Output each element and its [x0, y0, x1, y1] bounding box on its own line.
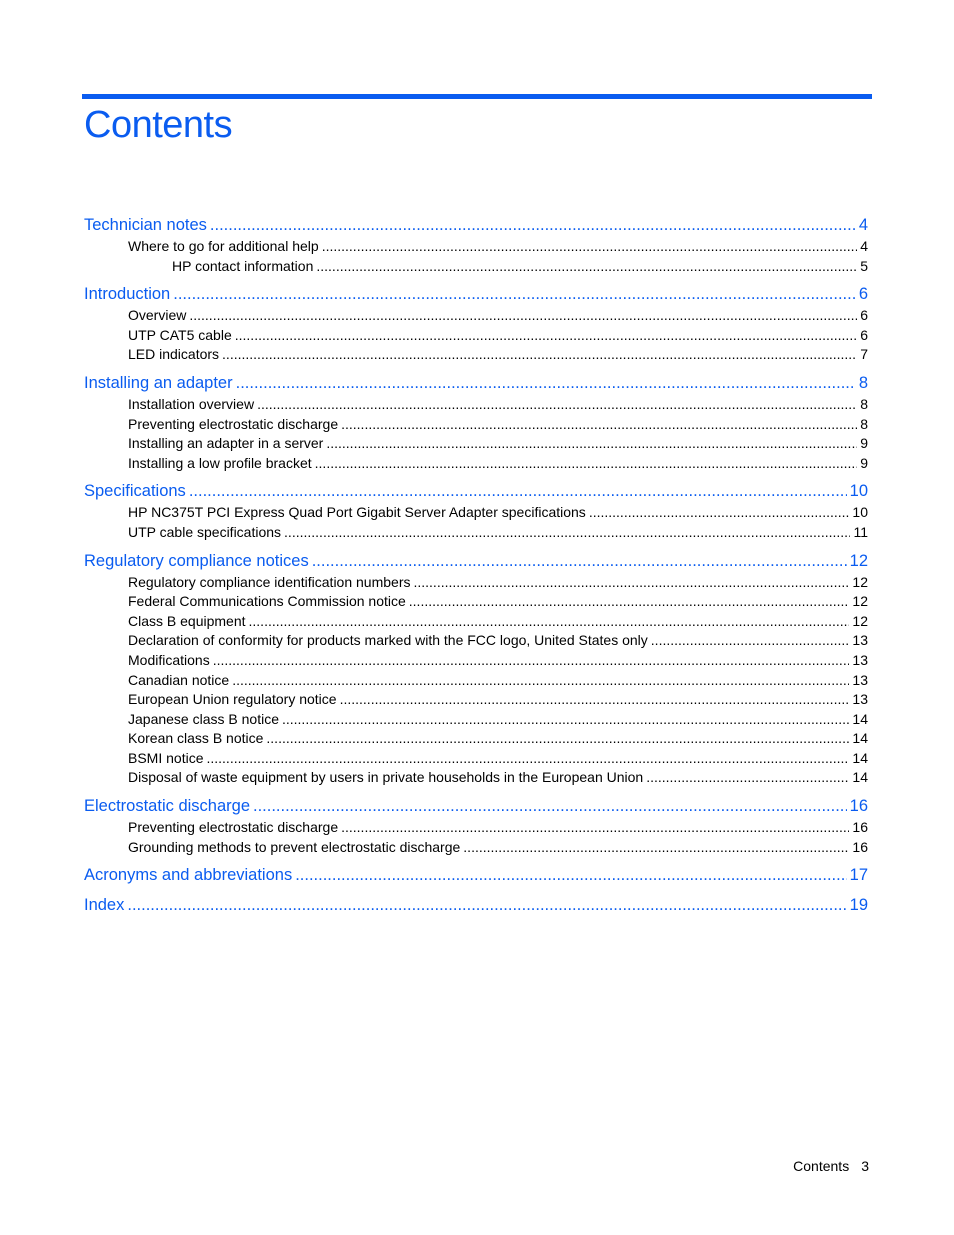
toc-entry-link[interactable]: [84, 454, 868, 474]
toc-chapter-link[interactable]: [84, 283, 868, 306]
toc-entry-page: 13: [852, 632, 868, 649]
toc-chapter-link[interactable]: [84, 864, 868, 887]
toc-entry-link[interactable]: [84, 592, 868, 612]
toc-entry-page: 12: [852, 593, 868, 610]
toc-entry-title: Disposal of waste equipment by users in private households in the European Union: [128, 769, 644, 786]
table-of-contents: [84, 214, 868, 924]
toc-entry-link[interactable]: [84, 415, 868, 435]
toc-chapter-title: Technician notes: [84, 216, 207, 234]
toc-entry-page: 8: [860, 395, 868, 412]
toc-section: [84, 894, 868, 917]
dot-leader: [282, 710, 849, 730]
toc-entry-title: UTP cable specifications: [128, 523, 282, 540]
toc-entry-link[interactable]: [84, 257, 868, 277]
dot-leader: [257, 395, 857, 415]
toc-entry-page: 14: [852, 769, 868, 786]
dot-leader: [236, 372, 856, 395]
dot-leader: [266, 729, 849, 749]
toc-chapter-link[interactable]: [84, 550, 868, 573]
toc-entry-title: HP NC375T PCI Express Quad Port Gigabit Server Adapter specifications: [128, 504, 586, 521]
dot-leader: [413, 573, 849, 593]
toc-entry-page: 5: [860, 257, 868, 274]
toc-chapter-link[interactable]: [84, 795, 868, 818]
dot-leader: [173, 283, 856, 306]
toc-entry-page: 6: [860, 326, 868, 343]
toc-chapter-title: Specifications: [84, 482, 186, 501]
toc-entry-link[interactable]: [84, 631, 868, 651]
toc-entry-link[interactable]: [84, 651, 868, 671]
page-title: Contents: [84, 104, 233, 146]
dot-leader: [235, 326, 857, 346]
toc-chapter-page: 4: [858, 216, 868, 234]
dot-leader: [326, 434, 857, 454]
toc-entry-link[interactable]: [84, 326, 868, 346]
toc-entry-page: 10: [852, 504, 868, 521]
toc-entry-title: BSMI notice: [128, 749, 204, 766]
toc-entry-title: Installing an adapter in a server: [128, 435, 324, 452]
toc-chapter-title: Introduction: [84, 285, 171, 304]
toc-entry-page: 8: [860, 415, 868, 432]
dot-leader: [340, 690, 850, 710]
toc-entry-page: 16: [852, 819, 868, 836]
toc-section: [84, 372, 868, 473]
toc-section: [84, 480, 868, 542]
toc-chapter-title: Installing an adapter: [84, 373, 233, 392]
toc-chapter-page: 6: [858, 285, 868, 304]
dot-leader: [206, 749, 849, 769]
toc-chapter-page: 19: [849, 896, 868, 915]
dot-leader: [249, 612, 850, 632]
dot-leader: [341, 415, 857, 435]
toc-entry-link[interactable]: [84, 690, 868, 710]
toc-chapter-title: Index: [84, 896, 125, 915]
dot-leader: [341, 818, 849, 838]
toc-entry-page: 6: [860, 307, 868, 324]
toc-entry-link[interactable]: [84, 306, 868, 326]
toc-entry-page: 13: [852, 691, 868, 708]
dot-leader: [646, 768, 849, 788]
toc-chapter-page: 12: [849, 551, 868, 570]
toc-entry-page: 11: [853, 523, 868, 540]
toc-entry-title: UTP CAT5 cable: [128, 326, 232, 343]
dot-leader: [589, 503, 850, 523]
page-footer: [700, 1158, 869, 1174]
toc-entry-title: Where to go for additional help: [128, 238, 319, 254]
toc-entry-title: Overview: [128, 307, 187, 324]
dot-leader: [316, 257, 857, 277]
toc-entry-link[interactable]: [84, 523, 868, 543]
dot-leader: [127, 894, 846, 917]
dot-leader: [253, 795, 847, 818]
toc-section: [84, 550, 868, 789]
toc-entry-title: European Union regulatory notice: [128, 691, 337, 708]
toc-entry-page: 16: [852, 838, 868, 855]
toc-entry-title: Class B equipment: [128, 612, 246, 629]
dot-leader: [312, 550, 847, 573]
toc-entry-title: Regulatory compliance identification numbers: [128, 573, 411, 590]
toc-entry-page: 4: [860, 238, 868, 254]
dot-leader: [409, 592, 850, 612]
dot-leader: [232, 671, 849, 691]
toc-entry-page: 14: [852, 749, 868, 766]
dot-leader: [315, 454, 858, 474]
dot-leader: [295, 864, 846, 887]
toc-entry-title: Declaration of conformity for products marked with the FCC logo, United States only: [128, 632, 648, 649]
dot-leader: [210, 214, 856, 237]
toc-entry-link[interactable]: [84, 503, 868, 523]
toc-entry-title: Preventing electrostatic discharge: [128, 819, 339, 836]
toc-entry-link[interactable]: [84, 729, 868, 749]
toc-chapter-link[interactable]: [84, 372, 868, 395]
toc-entry-link[interactable]: [84, 434, 868, 454]
toc-entry-page: 12: [852, 573, 868, 590]
toc-section: [84, 214, 868, 276]
toc-entry-title: Federal Communications Commission notice: [128, 593, 406, 610]
dot-leader: [284, 523, 850, 543]
dot-leader: [322, 237, 858, 257]
toc-chapter-title: Acronyms and abbreviations: [84, 866, 293, 885]
toc-entry-title: Korean class B notice: [128, 730, 264, 747]
dot-leader: [651, 631, 850, 651]
toc-entry-page: 12: [852, 612, 868, 629]
toc-entry-title: HP contact information: [172, 257, 314, 274]
footer-page-number: 3: [861, 1158, 869, 1174]
toc-entry-page: 13: [852, 671, 868, 688]
toc-entry-title: Modifications: [128, 651, 210, 668]
footer-label: Contents: [793, 1158, 850, 1174]
toc-entry-link[interactable]: [84, 573, 868, 593]
toc-entry-title: Installing a low profile bracket: [128, 454, 312, 471]
toc-entry-link[interactable]: [84, 345, 868, 365]
toc-chapter-title: Regulatory compliance notices: [84, 551, 309, 570]
toc-entry-link[interactable]: [84, 710, 868, 730]
toc-entry-link[interactable]: [84, 237, 868, 257]
toc-chapter-link[interactable]: [84, 894, 868, 917]
dot-leader: [213, 651, 850, 671]
dot-leader: [222, 345, 857, 365]
toc-entry-title: Canadian notice: [128, 671, 230, 688]
toc-chapter-page: 16: [849, 797, 868, 816]
title-rule: [82, 94, 872, 99]
toc-chapter-link[interactable]: [84, 480, 868, 503]
toc-entry-link[interactable]: [84, 818, 868, 838]
toc-entry-title: LED indicators: [128, 346, 220, 363]
toc-entry-title: Preventing electrostatic discharge: [128, 415, 339, 432]
toc-entry-title: Installation overview: [128, 395, 255, 412]
dot-leader: [463, 838, 849, 858]
toc-entry-link[interactable]: [84, 768, 868, 788]
toc-chapter-page: 17: [849, 866, 868, 885]
dot-leader: [189, 480, 847, 503]
toc-entry-page: 9: [860, 435, 868, 452]
toc-entry-page: 9: [860, 454, 868, 471]
dot-leader: [189, 306, 857, 326]
toc-entry-link[interactable]: [84, 395, 868, 415]
toc-entry-page: 14: [852, 730, 868, 747]
toc-chapter-page: 10: [849, 482, 868, 501]
toc-section: [84, 283, 868, 365]
toc-entry-link[interactable]: [84, 671, 868, 691]
toc-entry-title: Grounding methods to prevent electrostatic discharge: [128, 838, 461, 855]
toc-entry-link[interactable]: [84, 838, 868, 858]
toc-chapter-page: 8: [858, 373, 868, 392]
toc-entry-page: 7: [860, 346, 868, 363]
toc-entry-link[interactable]: [84, 612, 868, 632]
toc-entry-title: Japanese class B notice: [128, 710, 279, 727]
toc-section: [84, 864, 868, 887]
toc-chapter-link[interactable]: [84, 214, 868, 237]
toc-section: [84, 795, 868, 857]
toc-chapter-title: Electrostatic discharge: [84, 797, 250, 816]
toc-entry-page: 13: [852, 651, 868, 668]
toc-entry-page: 14: [852, 710, 868, 727]
toc-entry-link[interactable]: [84, 749, 868, 769]
